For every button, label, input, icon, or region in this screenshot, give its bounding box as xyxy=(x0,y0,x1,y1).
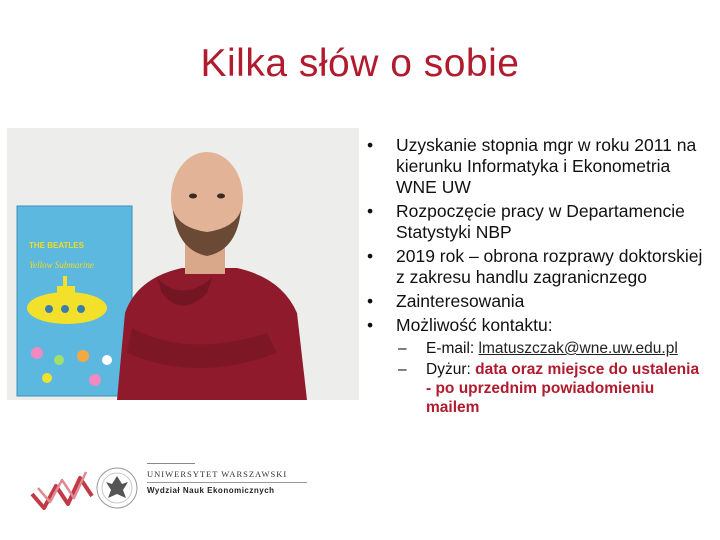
email-link[interactable]: lmatuszczak@wne.uw.edu.pl xyxy=(478,340,678,357)
bullet-item xyxy=(365,135,705,198)
faculty-name: Wydział Nauk Ekonomicznych xyxy=(147,486,275,495)
slide-title: Kilka słów o sobie xyxy=(200,42,520,85)
bullet-dot: • xyxy=(367,291,374,311)
duty-text: data oraz miejsce do ustalenia - po uprzednim powiadomieniu mailem xyxy=(426,361,700,416)
divider-short xyxy=(147,463,195,464)
university-name: UNIWERSYTET WARSZAWSKI xyxy=(147,469,288,479)
university-signature xyxy=(147,463,317,495)
bullet-dot: • xyxy=(367,201,374,221)
bullet-text: Uzyskanie stopnia mgr w roku 2011 na kierunku Informatyka i Ekonometria WNE UW xyxy=(396,135,697,197)
bullet-item xyxy=(365,201,705,243)
divider-long xyxy=(147,482,307,483)
bullet-dot: • xyxy=(367,315,374,335)
bullet-item xyxy=(365,291,705,312)
bullet-item-contact xyxy=(365,315,705,336)
poster-subtitle: Yellow Submarine xyxy=(29,260,94,270)
bullet-text: Zainteresowania xyxy=(396,291,525,311)
bullet-text: Możliwość kontaktu: xyxy=(396,315,553,335)
bullet-list xyxy=(365,135,705,419)
duty-label: Dyżur: xyxy=(426,361,471,378)
bullet-text: 2019 rok – obrona rozprawy doktorskiej z zakresu handlu zagranicnzego xyxy=(396,246,703,287)
bullet-dot: • xyxy=(367,246,374,266)
speaker-photo xyxy=(7,128,359,400)
university-seal-icon xyxy=(94,456,140,520)
bullet-text: Rozpoczęcie pracy w Departamencie Statystyki NBP xyxy=(396,201,685,242)
beatles-poster xyxy=(17,206,132,396)
email-label: E-mail: xyxy=(426,340,475,357)
contact-list xyxy=(365,339,705,417)
wne-logo-icon xyxy=(28,464,98,514)
sub-dash: – xyxy=(398,361,407,378)
speaker-photo-illustration xyxy=(7,128,359,400)
contact-email xyxy=(365,339,705,358)
bullet-item xyxy=(365,246,705,288)
contact-duty xyxy=(365,360,705,417)
bullet-dot: • xyxy=(367,135,374,155)
sub-dash: – xyxy=(398,340,407,357)
poster-band-name: THE BEATLES xyxy=(29,241,84,250)
